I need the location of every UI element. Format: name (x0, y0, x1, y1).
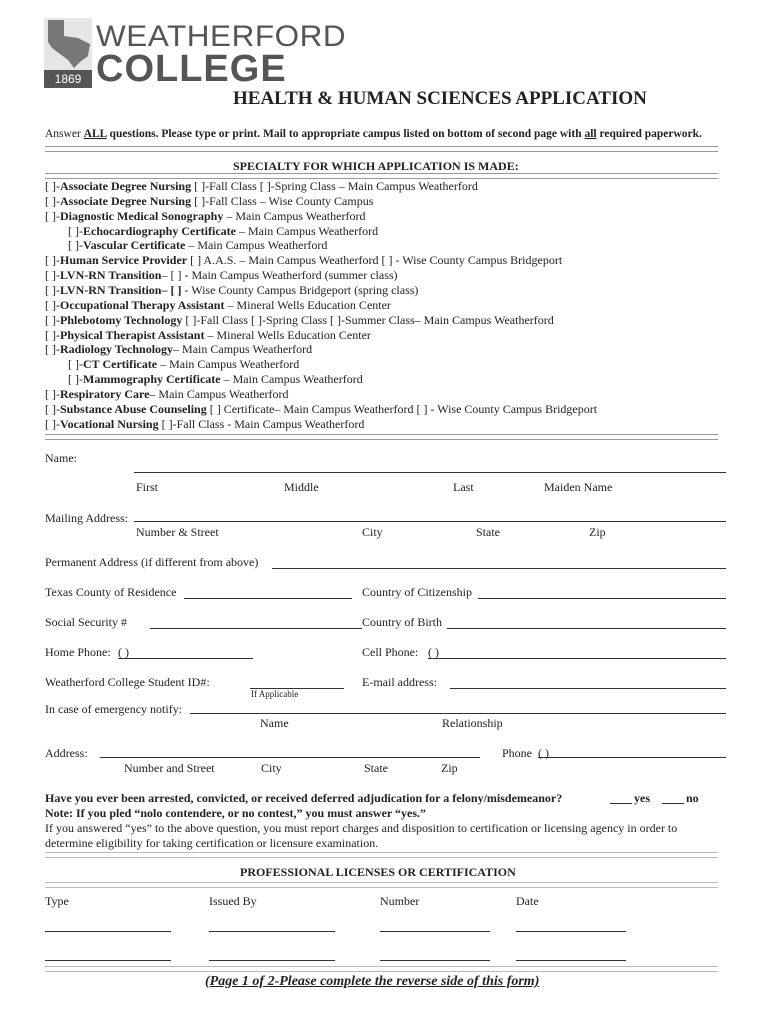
name-last-caption: Last (453, 480, 474, 494)
licenses-col-type: Type (45, 894, 69, 908)
emergency-street-caption: Number and Street (124, 761, 215, 775)
specialty-option[interactable] (45, 298, 391, 312)
divider (45, 966, 718, 972)
citizenship-label: Country of Citizenship (362, 585, 472, 599)
name-maiden-caption: Maiden Name (544, 480, 613, 494)
felony-yes-field[interactable] (610, 803, 632, 804)
emergency-city-caption: City (261, 761, 282, 775)
specialty-checkbox[interactable]: [ ]- (68, 238, 83, 253)
specialty-name: Associate Degree Nursing (60, 193, 192, 208)
divider (45, 882, 718, 888)
specialty-option[interactable] (45, 268, 398, 282)
specialty-option[interactable] (45, 387, 289, 401)
felony-no-label: no (686, 791, 699, 805)
county-label: Texas County of Residence (45, 585, 177, 599)
name-first-caption: First (136, 480, 159, 494)
specialty-option[interactable] (45, 313, 554, 327)
specialty-option[interactable] (45, 342, 312, 356)
license-number-field-1[interactable] (380, 931, 490, 932)
specialty-name: Occupational Therapy Assistant (60, 297, 225, 312)
specialty-details: – Main Campus Weatherford (173, 342, 313, 357)
emergency-contact-field[interactable] (190, 713, 726, 714)
mailing-address-field[interactable] (134, 521, 726, 522)
home-phone-label: Home Phone: (45, 645, 111, 659)
mailing-city-caption: City (362, 525, 383, 539)
emergency-state-caption: State (364, 761, 388, 775)
specialty-checkbox[interactable]: [ ]- (45, 416, 60, 431)
emergency-address-label: Address: (45, 746, 88, 760)
specialty-name: LVN-RN Transition (60, 268, 162, 283)
felony-no-field[interactable] (662, 803, 684, 804)
email-field[interactable] (450, 688, 726, 689)
ssn-field[interactable] (150, 628, 362, 629)
logo-line1: WEATHERFORD (96, 20, 347, 53)
emergency-name-caption: Name (260, 716, 289, 730)
logo-year: 1869 (54, 72, 82, 86)
license-number-field-2[interactable] (380, 960, 490, 961)
college-logo (44, 18, 347, 90)
logo-year-box (44, 70, 92, 88)
specialty-name: Echocardiography Certificate (83, 223, 236, 238)
specialty-name: Vascular Certificate (83, 238, 186, 253)
specialty-name: Respiratory Care (60, 386, 150, 401)
specialty-details: – Main Campus Weatherford (235, 223, 379, 238)
specialty-checkbox[interactable]: [ ]- (45, 268, 60, 283)
specialty-checkbox[interactable]: [ ]- (68, 372, 83, 387)
cell-phone-area: ( ) (428, 645, 439, 659)
felony-followup-1: If you answered “yes” to the above question, you must report charges and disposition to certification or licensing agency in order to (45, 821, 678, 835)
specialty-option[interactable] (68, 357, 299, 371)
name-label: Name: (45, 451, 77, 465)
specialty-checkbox[interactable]: [ ]- (45, 193, 60, 208)
mailing-street-caption: Number & Street (136, 525, 219, 539)
ssn-label: Social Security # (45, 615, 127, 629)
specialty-name: Radiology Technology (60, 342, 174, 357)
felony-followup-2: determine eligibility for taking certification or licensure examination. (45, 836, 379, 850)
specialty-details: – Main Campus Weatherford (157, 357, 300, 372)
specialty-name: Substance Abuse Counseling (60, 401, 207, 416)
specialty-checkbox[interactable]: [ ]- (45, 342, 60, 357)
specialty-name: LVN-RN Transition– [ ] (60, 282, 182, 297)
emergency-phone-field[interactable] (538, 757, 726, 758)
home-phone-field[interactable] (118, 658, 253, 659)
emergency-address-field[interactable] (100, 757, 480, 758)
name-middle-caption: Middle (284, 480, 319, 494)
specialty-option[interactable] (45, 179, 478, 193)
mailing-label: Mailing Address: (45, 511, 128, 525)
birth-country-field[interactable] (447, 628, 726, 629)
felony-question: Have you ever been arrested, convicted, or received deferred adjudication for a felony/misdemeanor? (45, 791, 563, 805)
home-phone-area: ( ) (118, 645, 129, 659)
specialty-checkbox[interactable]: [ ]- (45, 312, 60, 327)
county-field[interactable] (184, 598, 352, 599)
specialty-checkbox[interactable]: [ ]- (45, 327, 60, 342)
specialty-checkbox[interactable]: [ ]- (45, 282, 60, 297)
page-title: HEALTH & HUMAN SCIENCES APPLICATION (233, 88, 647, 109)
felony-note: Note: If you pled “nolo contendere, or no contest,” you must answer “yes.” (45, 806, 426, 820)
divider (45, 146, 718, 152)
specialty-checkbox[interactable]: [ ]- (68, 357, 83, 372)
specialty-details: – Main Campus Weatherford (149, 386, 289, 401)
student-id-label: Weatherford College Student ID#: (45, 675, 210, 689)
specialty-details: [ ]-Fall Class - Main Campus Weatherford (158, 416, 365, 431)
specialty-option[interactable] (68, 238, 327, 252)
emergency-phone-area: ( ) (538, 746, 549, 760)
cell-phone-label: Cell Phone: (362, 645, 419, 659)
specialty-checkbox[interactable]: [ ]- (68, 223, 83, 238)
licenses-col-issued-by: Issued By (209, 894, 257, 908)
texas-silhouette-icon (44, 18, 92, 70)
birth-country-label: Country of Birth (362, 615, 442, 629)
specialty-option[interactable] (68, 372, 363, 386)
emergency-zip-caption: Zip (441, 761, 458, 775)
license-type-field-1[interactable] (45, 931, 171, 932)
specialty-details: – Mineral Wells Education Center (224, 297, 391, 312)
license-date-field-1[interactable] (516, 931, 626, 932)
logo-line2: COLLEGE (96, 48, 287, 90)
specialty-name: Physical Therapist Assistant (60, 327, 205, 342)
license-issuer-field-2[interactable] (209, 960, 335, 961)
cell-phone-field[interactable] (428, 658, 726, 659)
specialty-option[interactable] (45, 253, 562, 267)
mailing-zip-caption: Zip (589, 525, 606, 539)
specialty-details: - Wise County Campus Bridgeport (spring class) (181, 282, 419, 297)
emergency-label: In case of emergency notify: (45, 702, 183, 716)
emergency-phone-label: Phone (502, 746, 532, 760)
page-footer: (Page 1 of 2-Please complete the reverse side of this form) (205, 974, 540, 989)
specialty-option[interactable] (45, 283, 418, 297)
specialty-name: Human Service Provider (60, 253, 188, 268)
divider (45, 852, 718, 858)
specialty-checkbox[interactable]: [ ]- (45, 179, 60, 193)
specialty-details: – Main Campus Weatherford (223, 208, 366, 223)
specialty-option[interactable] (45, 417, 364, 431)
specialty-details: [ ]-Fall Class [ ]-Spring Class [ ]-Summer Class– Main Campus Weatherford (182, 312, 554, 327)
instructions: Answer ALL questions. Please type or print. Mail to appropriate campus listed on bottom of second page with all required paperwork. (45, 128, 702, 140)
email-label: E-mail address: (362, 675, 437, 689)
license-issuer-field-1[interactable] (209, 931, 335, 932)
name-field[interactable] (134, 472, 726, 473)
specialty-details: [ ] A.A.S. – Main Campus Weatherford [ ] - Wise County Campus Bridgeport (187, 253, 563, 268)
specialty-name: Diagnostic Medical Sonography (60, 208, 224, 223)
licenses-heading: PROFESSIONAL LICENSES OR CERTIFICATION (240, 865, 516, 879)
specialty-details: – Main Campus Weatherford (185, 238, 328, 253)
specialty-details: – Main Campus Weatherford (220, 372, 363, 387)
specialty-name: Associate Degree Nursing (60, 179, 192, 193)
permanent-address-field[interactable] (272, 568, 726, 569)
specialty-details: – [ ] - Main Campus Weatherford (summer class) (161, 268, 398, 283)
license-date-field-2[interactable] (516, 960, 626, 961)
permanent-address-label: Permanent Address (if different from above) (45, 555, 259, 569)
specialty-checkbox[interactable]: [ ]- (45, 401, 60, 416)
specialty-name: Mammography Certificate (83, 372, 221, 387)
student-id-hint: If Applicable (251, 689, 299, 699)
specialty-details: [ ]-Fall Class [ ]-Spring Class – Main Campus Weatherford (191, 179, 478, 193)
specialty-details: [ ]-Fall Class – Wise County Campus (191, 193, 374, 208)
licenses-col-date: Date (516, 894, 539, 908)
specialty-name: Vocational Nursing (60, 416, 159, 431)
specialty-details: – Mineral Wells Education Center (204, 327, 371, 342)
divider (45, 434, 718, 440)
felony-yes-label: yes (634, 791, 650, 805)
specialty-checkbox[interactable]: [ ]- (45, 208, 60, 223)
specialty-checkbox[interactable]: [ ]- (45, 386, 60, 401)
specialty-option[interactable] (45, 328, 371, 342)
specialty-option[interactable] (68, 224, 378, 238)
licenses-col-number: Number (380, 894, 420, 908)
citizenship-field[interactable] (478, 598, 726, 599)
specialty-option[interactable] (45, 194, 373, 208)
emergency-relationship-caption: Relationship (442, 716, 503, 730)
specialty-option[interactable] (45, 209, 365, 223)
license-type-field-2[interactable] (45, 960, 171, 961)
specialty-heading: SPECIALTY FOR WHICH APPLICATION IS MADE: (233, 159, 519, 173)
specialty-details: [ ] Certificate– Main Campus Weatherford [ ] - Wise County Campus Bridgeport (206, 401, 598, 416)
mailing-state-caption: State (476, 525, 500, 539)
specialty-name: Phlebotomy Technology (60, 312, 183, 327)
specialty-checkbox[interactable]: [ ]- (45, 253, 60, 268)
specialty-option[interactable] (45, 402, 597, 416)
specialty-checkbox[interactable]: [ ]- (45, 297, 60, 312)
specialty-name: CT Certificate (83, 357, 158, 372)
